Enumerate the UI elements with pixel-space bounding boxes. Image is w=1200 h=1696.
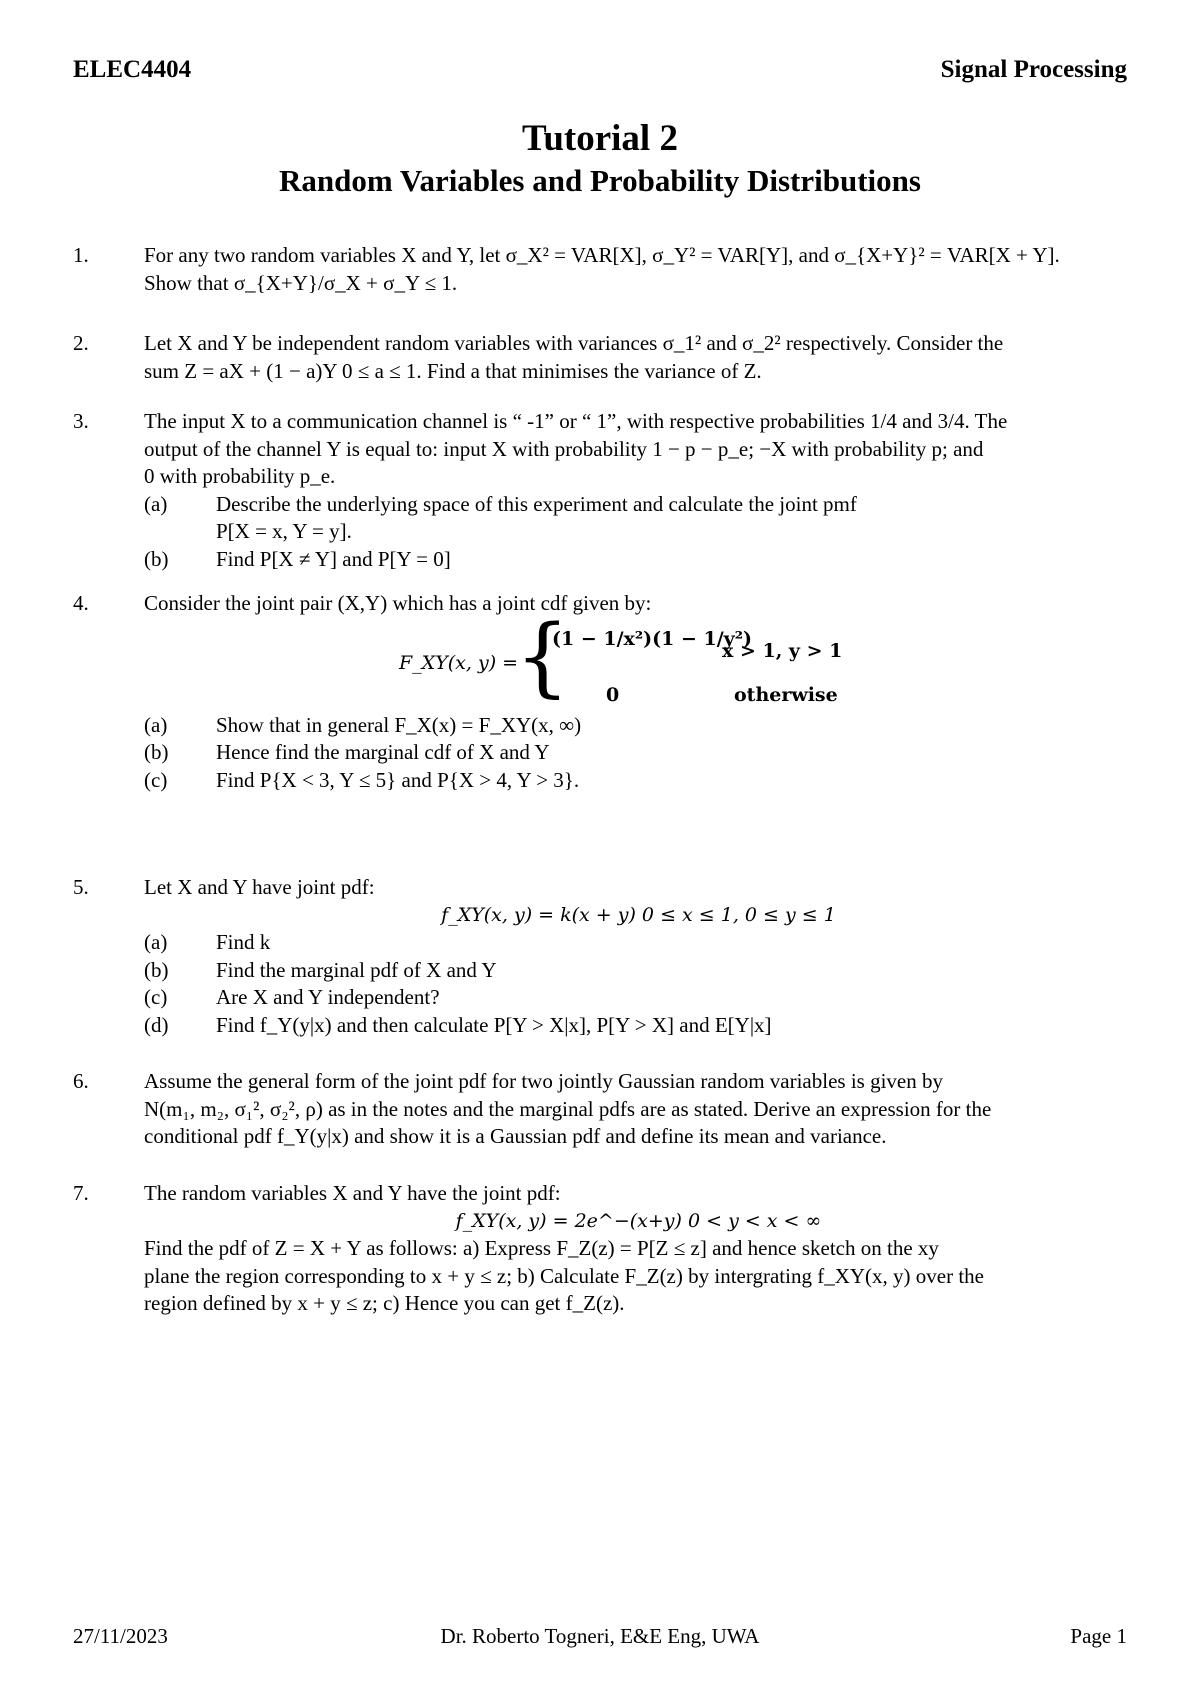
question-number: 6. — [73, 1069, 89, 1093]
sub-question-label: (b) — [144, 957, 169, 982]
question-7 — [73, 1180, 1133, 1318]
sub-question-text: Show that in general F_X(x) = F_XY(x, ∞) — [216, 712, 582, 737]
question-text-line: For any two random variables X and Y, let σ_X² = VAR[X], σ_Y² = VAR[Y], and σ_{X+Y}² = VAR[X + Y]. — [144, 243, 1060, 267]
sub-question-text: Find P[X ≠ Y] and P[Y = 0] — [216, 546, 451, 571]
question-number: 1. — [73, 243, 89, 267]
equation-condition-1: x > 1, y > 1 — [722, 639, 843, 662]
equation-case-2: 0 — [606, 683, 620, 706]
course-code: ELEC4404 — [73, 56, 192, 83]
footer-page-number: Page 1 — [1070, 1624, 1127, 1648]
page-title: Tutorial 2 — [522, 118, 678, 159]
question-4 — [73, 590, 1133, 794]
question-text-line: region defined by x + y ≤ z; c) Hence you can get f_Z(z). — [144, 1291, 625, 1315]
question-text-line: Find the pdf of Z = X + Y as follows: a) Express F_Z(z) = P[Z ≤ z] and hence sketch on the xy — [144, 1236, 939, 1260]
question-text-line: Show that σ_{X+Y}/σ_X + σ_Y ≤ 1. — [144, 270, 458, 295]
question-3 — [73, 408, 1133, 573]
sub-question-d — [144, 1012, 1133, 1040]
sub-question-a — [144, 712, 1133, 740]
question-number: 4. — [73, 591, 89, 615]
sub-question-text: Are X and Y independent? — [216, 985, 440, 1009]
question-text-line: plane the region corresponding to x + y ≤ z; b) Calculate F_Z(z) by intergrating f_XY(x, y) over the — [144, 1263, 984, 1288]
sub-question-label: (d) — [144, 1012, 169, 1037]
equation: f_XY(x, y) = k(x + y) 0 ≤ x ≤ 1, 0 ≤ y ≤ 1 — [441, 903, 836, 926]
sub-question-text: Find P{X < 3, Y ≤ 5} and P{X > 4, Y > 3}. — [216, 767, 580, 792]
sub-question-label: (b) — [144, 740, 169, 764]
question-number: 3. — [73, 409, 89, 433]
subject-name: Signal Processing — [940, 56, 1127, 83]
sub-question-label: (a) — [144, 491, 168, 516]
sub-question-text: P[X = x, Y = y]. — [216, 519, 352, 543]
sub-question-text: Find f_Y(y|x) and then calculate P[Y > X|x], P[Y > X] and E[Y|x] — [216, 1012, 772, 1037]
question-text-line: conditional pdf f_Y(y|x) and show it is a Gaussian pdf and define its mean and variance. — [144, 1124, 887, 1148]
equation-brace: { — [515, 606, 570, 707]
footer-date: 27/11/2023 — [73, 1624, 168, 1648]
question-text-line: Let X and Y be independent random variables with variances σ_1² and σ_2² respectively. Consider the — [144, 331, 1004, 355]
question-text-line: The random variables X and Y have the joint pdf: — [144, 1181, 561, 1205]
equation-case-1: (1 − 1/x²)(1 − 1/y²) — [552, 627, 753, 650]
question-text-line: 0 with probability p_e. — [144, 464, 336, 488]
sub-question-text: Hence find the marginal cdf of X and Y — [216, 740, 550, 764]
question-5 — [73, 874, 1133, 1039]
question-1 — [73, 242, 1133, 297]
sub-question-label: (b) — [144, 546, 169, 571]
sub-question-label: (a) — [144, 930, 168, 954]
question-text-line: Consider the joint pair (X,Y) which has a joint cdf given by: — [144, 591, 652, 615]
sub-question-label: (a) — [144, 712, 168, 737]
sub-question-b — [144, 957, 1133, 985]
question-text-line: Let X and Y have joint pdf: — [144, 875, 375, 899]
question-2 — [73, 330, 1133, 385]
sub-question-text: Find the marginal pdf of X and Y — [216, 957, 497, 982]
sub-question-label: (c) — [144, 767, 168, 792]
sub-question-b — [144, 739, 1133, 767]
page-subtitle: Random Variables and Probability Distributions — [279, 163, 921, 198]
sub-question-a — [144, 929, 1133, 957]
question-text-line: sum Z = aX + (1 − a)Y 0 ≤ a ≤ 1. Find a that minimises the variance of Z. — [144, 358, 762, 383]
question-number: 7. — [73, 1181, 89, 1205]
sub-question-text: Find k — [216, 930, 271, 954]
question-text-line: The input X to a communication channel is “ -1” or “ 1”, with respective probabilities 1/4 and 3/4. The — [144, 409, 1008, 433]
question-text-line: Assume the general form of the joint pdf for two jointly Gaussian random variables is given by — [144, 1069, 943, 1093]
question-text-line: output of the channel Y is equal to: input X with probability 1 − p − p_e; −X with probability p; and — [144, 436, 984, 461]
footer-author: Dr. Roberto Togneri, E&E Eng, UWA — [440, 1624, 760, 1648]
question-6 — [73, 1068, 1133, 1151]
piecewise-equation — [144, 606, 1133, 712]
equation: f_XY(x, y) = 2e^−(x+y) 0 < y < x < ∞ — [455, 1209, 822, 1232]
sub-question-a — [144, 491, 1133, 546]
question-text-line: N(m₁, m₂, σ₁², σ₂², ρ) as in the notes and the marginal pdfs are as stated. Derive an expression for the — [144, 1096, 992, 1121]
sub-question-c — [144, 767, 1133, 795]
question-number: 2. — [73, 331, 89, 355]
sub-question-text: Describe the underlying space of this experiment and calculate the joint pmf — [216, 491, 857, 516]
sub-question-label: (c) — [144, 985, 168, 1009]
sub-question-b — [144, 546, 1133, 574]
sub-question-c — [144, 984, 1133, 1012]
equation-lhs: F_XY(x, y) = — [399, 651, 519, 674]
question-number: 5. — [73, 875, 89, 899]
equation-condition-2: otherwise — [734, 683, 838, 706]
